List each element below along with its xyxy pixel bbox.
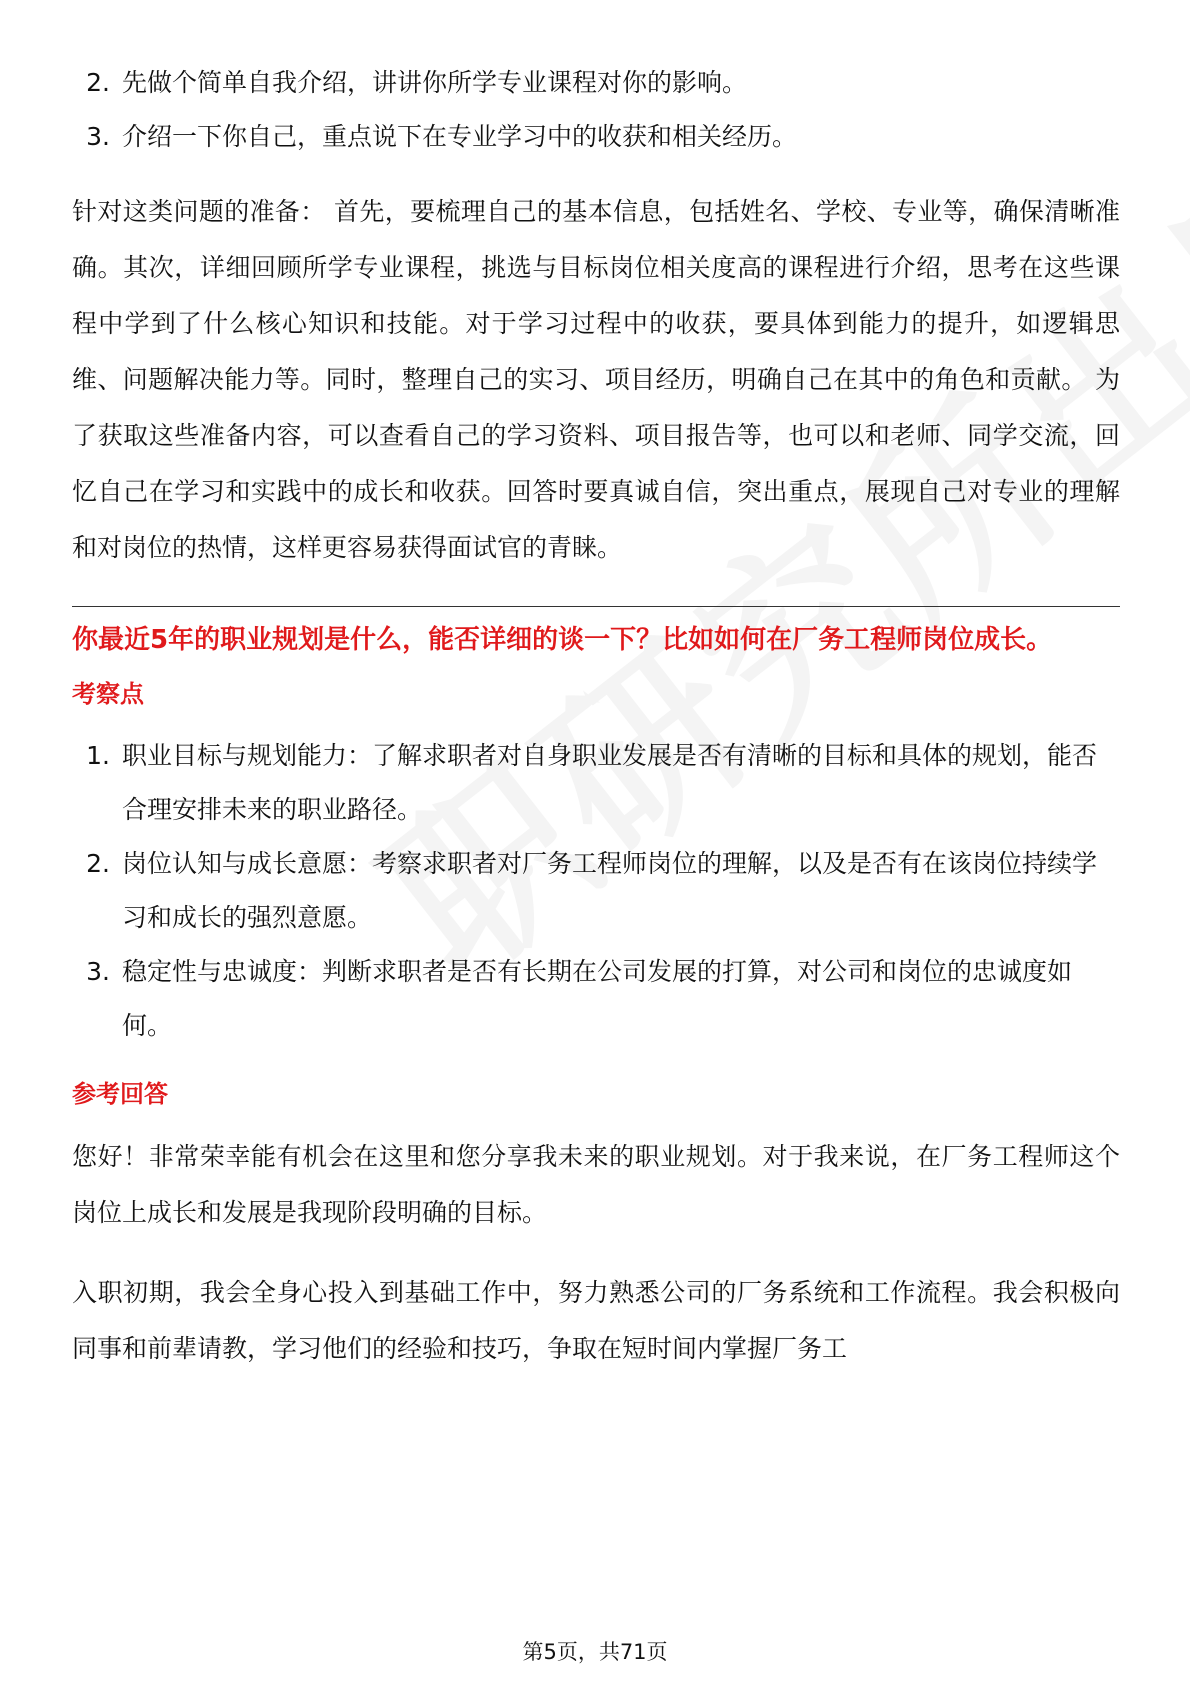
reference-answer-label: 参考回答 <box>72 1080 168 1108</box>
list-item <box>72 56 1120 110</box>
list-number: 3. <box>86 122 110 151</box>
exam-points-list <box>72 729 1120 1053</box>
answer-paragraph: 您好！非常荣幸能有机会在这里和您分享我未来的职业规划。对于我来说，在厂务工程师这个岗位上成长和发展是我现阶段明确的目标。 <box>72 1142 1120 1227</box>
question-heading: 你最近5年的职业规划是什么，能否详细的谈一下？比如如何在厂务工程师岗位成长。 <box>72 625 1053 655</box>
list-item <box>72 110 1120 164</box>
list-number: 1. <box>86 741 110 770</box>
prep-paragraph: 针对这类问题的准备： 首先，要梳理自己的基本信息，包括姓名、学校、专业等，确保清晰准确。其次，详细回顾所学专业课程，挑选与目标岗位相关度高的课程进行介绍，思考在这些课程中学到了什么核心知识和技能。对于学习过程中的收获，要具体到能力的提升，如逻辑思维、问题解决能力等。同时，整理自己的实习、项目经历，明确自己在其中的角色和贡献。 为了获取这些准备内容，可以查看自己的学习资料、项目报告等，也可以和老师、同学交流，回忆自己在学习和实践中的成长和收获。回答时要真诚自信，突出重点，展现自己对专业的理解和对岗位的热情，这样更容易获得面试官的青睐。 <box>72 197 1120 562</box>
section-divider <box>72 606 1120 607</box>
top-list <box>72 56 1120 164</box>
list-number: 2. <box>86 68 110 97</box>
list-text: 先做个简单自我介绍，讲讲你所学专业课程对你的影响。 <box>122 68 748 97</box>
list-number: 2. <box>86 849 110 878</box>
list-text: 岗位认知与成长意愿：考察求职者对厂务工程师岗位的理解，以及是否有在该岗位持续学习和成长的强烈意愿。 <box>122 849 1098 932</box>
list-text: 稳定性与忠诚度：判断求职者是否有长期在公司发展的打算，对公司和岗位的忠诚度如何。 <box>122 957 1073 1040</box>
answer-paragraph: 入职初期，我会全身心投入到基础工作中，努力熟悉公司的厂务系统和工作流程。我会积极向同事和前辈请教，学习他们的经验和技巧，争取在短时间内掌握厂务工 <box>72 1278 1120 1363</box>
exam-points-label: 考察点 <box>72 680 144 708</box>
list-number: 3. <box>86 957 110 986</box>
page-footer: 第5页，共71页 <box>522 1640 668 1664</box>
list-item <box>72 837 1120 945</box>
list-text: 介绍一下你自己，重点说下在专业学习中的收获和相关经历。 <box>122 122 798 151</box>
list-item <box>72 729 1120 837</box>
list-item <box>72 945 1120 1053</box>
list-text: 职业目标与规划能力：了解求职者对自身职业发展是否有清晰的目标和具体的规划，能否合理安排未来的职业路径。 <box>122 741 1098 824</box>
page-content <box>72 56 1120 1377</box>
